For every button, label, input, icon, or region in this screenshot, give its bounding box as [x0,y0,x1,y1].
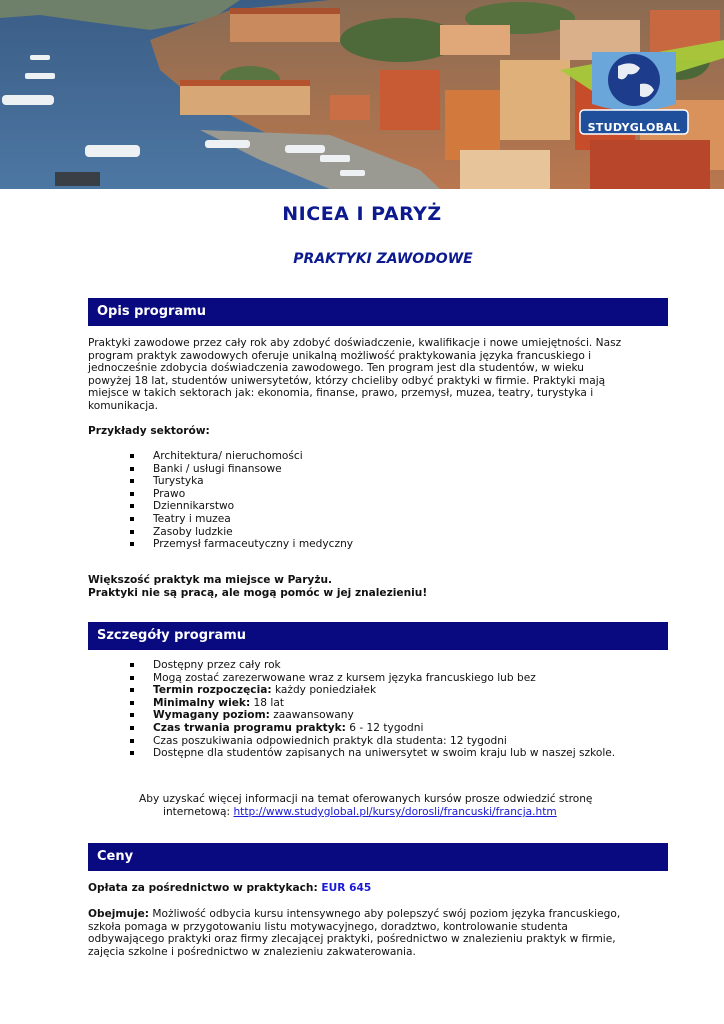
program-description: Praktyki zawodowe przez cały rok aby zdobyć doświadczenie, kwalifikacje i nowe umiejętności. Nasz program praktyk zawodowych oferuje unikalną możliwość praktykowania języka francuskiego i jednocześnie zdobycia doświadczenia zawodowego. Ten program jest dla studentów, w wieku powyżej 18 lat, studentów uniwersytetów, którzy chcieliby odbyć praktyki w firmie. Praktyki mają miejsce w takich sektorach jak: ekonomia, finanse, prawo, przemysł, muzea, teatry, turystyka i komunikacja. [88,337,622,412]
list-item: Teatry i muzea [130,513,353,526]
detail-text: Mogą zostać zarezerwowane wraz z kursem języka francuskiego lub bez [153,671,536,684]
more-info-prefix: internetową: [163,806,234,818]
page-subtitle: PRAKTYKI ZAWODOWE [293,251,473,267]
details-list [130,659,615,760]
more-info-line1: Aby uzyskać więcej informacji na temat oferowanych kursów prosze odwiedzić stronę [139,793,593,805]
list-item: Architektura/ nieruchomości [130,450,353,463]
detail-text: Dostępny przez cały rok [153,659,281,671]
detail-label: Minimalny wiek: [153,696,251,709]
fee-label: Opłata za pośrednictwo w praktykach: [88,882,322,894]
sectors-heading: Przykłady sektorów: [88,425,210,437]
list-item [130,697,615,710]
detail-label: Termin rozpoczęcia: [153,684,272,697]
detail-text: 18 lat [250,696,284,709]
detail-text: Czas poszukiwania odpowiednich praktyk dla studenta: 12 tygodni [153,734,507,747]
section-heading-szczegoly: Szczegóły programu [88,622,668,650]
list-item: Turystyka [130,475,353,488]
includes-label: Obejmuje: [88,908,150,920]
note-paris: Większość praktyk ma miejsce w Paryżu. [88,574,333,586]
detail-label: Wymagany poziom: [153,709,270,722]
page-title: NICEA I PARYŻ [282,203,442,225]
fee-line [88,882,628,895]
fee-value: EUR 645 [321,882,372,894]
list-item [130,722,615,735]
studyglobal-logo [574,48,694,140]
logo-text: STUDYGLOBAL [587,121,681,134]
section-heading-opis: Opis programu [88,298,668,326]
list-item [130,672,615,685]
list-item: Banki / usługi finansowe [130,463,353,476]
more-info-line2 [163,806,683,819]
list-item [130,684,615,697]
note-not-work: Praktyki nie są pracą, ale mogą pomóc w jej znalezieniu! [88,587,428,599]
list-item [130,709,615,722]
header-photo [0,0,724,189]
section-heading-ceny: Ceny [88,843,668,871]
detail-text: 6 - 12 tygodni [345,721,424,734]
includes-text: Możliwość odbycia kursu intensywnego aby polepszyć swój poziom języka francuskiego, szkoła pomaga w przygotowaniu listu motywacyjnego, doradztwo, kontrolowanie studenta odbywającego praktyki oraz firmy zlecającej praktyki, pośrednictwo w znalezieniu praktyk w firmie, zajęcia szkolne i pośrednictwo w znalezieniu zakwaterowania. [88,908,621,958]
studyglobal-link[interactable]: http://www.studyglobal.pl/kursy/dorosli/francuski/francja.htm [233,806,557,818]
detail-text: zaawansowany [269,709,354,722]
list-item: Prawo [130,488,353,501]
sector-list [130,450,353,551]
detail-text: Dostępne dla studentów zapisanych na uniwersytet w swoim kraju lub w naszej szkole. [153,747,616,760]
list-item: Przemysł farmaceutyczny i medyczny [130,538,353,551]
detail-label: Czas trwania programu praktyk: [153,721,346,734]
list-item [130,659,615,672]
list-item [130,747,615,760]
list-item: Dziennikarstwo [130,500,353,513]
list-item [130,735,615,748]
list-item: Zasoby ludzkie [130,526,353,539]
detail-text: każdy poniedziałek [271,684,377,697]
includes-paragraph [88,908,628,958]
